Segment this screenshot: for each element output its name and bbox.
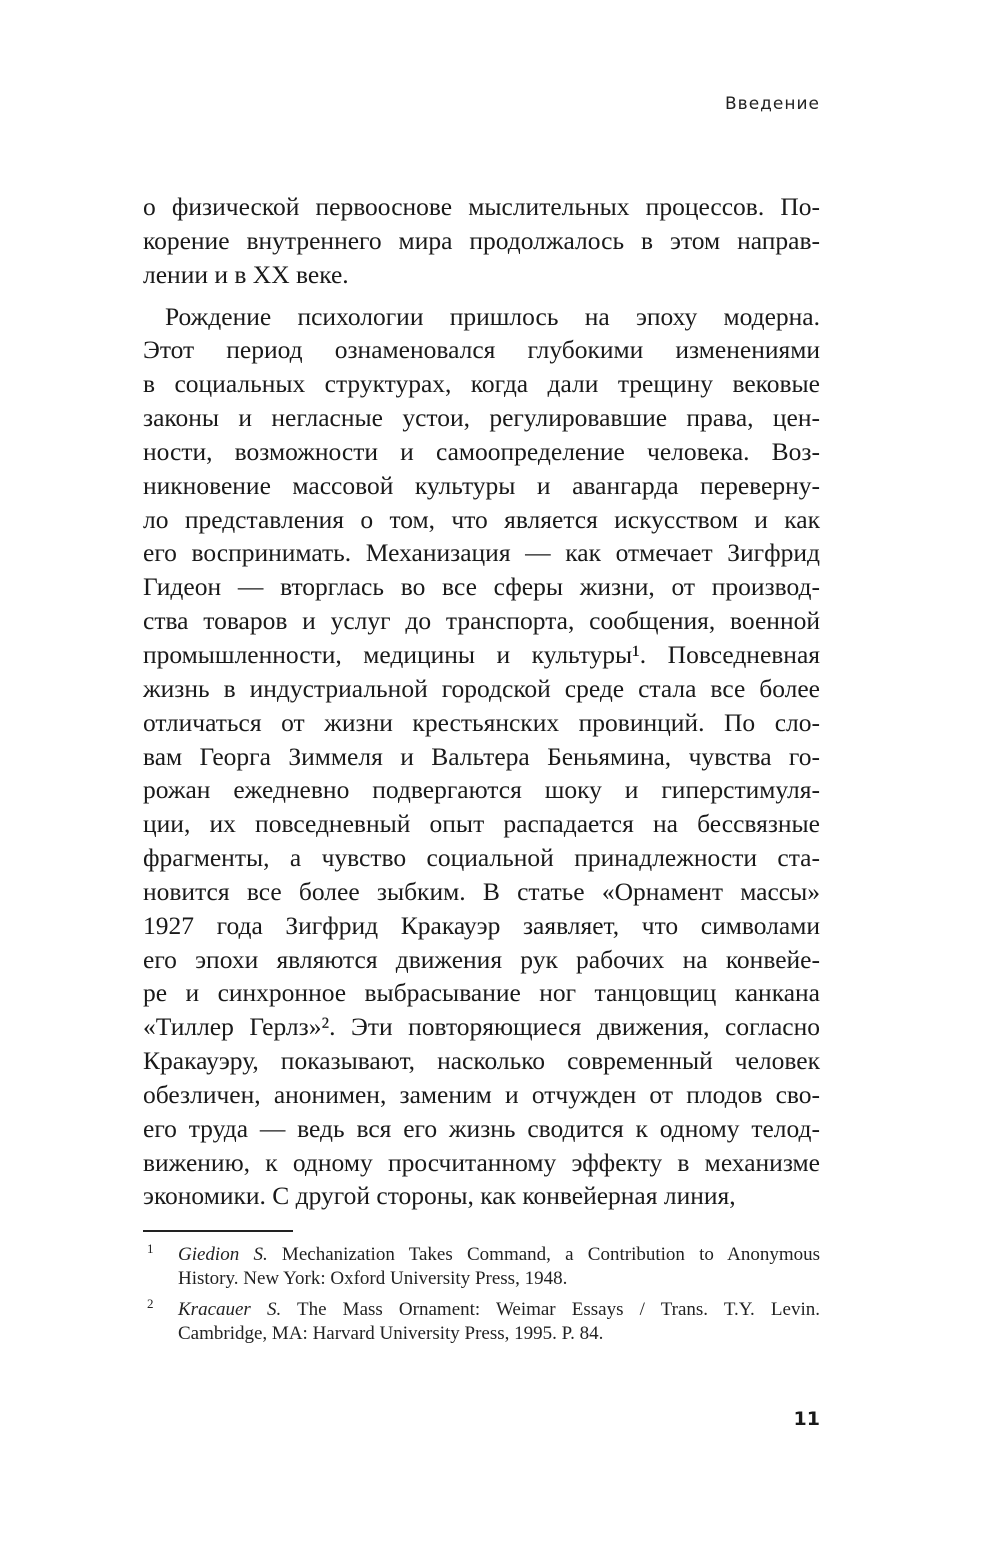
footnote-line: History. New York: Oxford University Press, 1948.: [178, 1268, 568, 1289]
footnote-line: [178, 1298, 820, 1322]
text-line: вижению, к одному просчитанному эффекту в механизме: [143, 1147, 820, 1177]
text-line: ности, возможности и самоопределение человека. Воз-: [143, 436, 820, 466]
page-number: 11: [793, 1408, 820, 1430]
text-line: корение внутреннего мира продолжалось в этом направ-: [143, 225, 820, 255]
text-line: ло представления о том, что является искусством и как: [143, 504, 820, 534]
text-line: ре и синхронное выбрасывание ног танцовщиц канкана: [143, 978, 820, 1008]
text-line: его воспринимать. Механизация — как отмечает Зигфрид: [143, 538, 820, 568]
footnote: [143, 1298, 820, 1346]
text-line: Гидеон — вторглась во все сферы жизни, от производ-: [143, 572, 820, 602]
text-line: новится все более зыбким. В статье «Орнамент массы»: [143, 876, 820, 906]
text-line: обезличен, анонимен, заменим и отчужден от плодов сво-: [143, 1079, 820, 1109]
text-line: его эпохи являются движения рук рабочих на конвейе-: [143, 944, 820, 974]
text-line: ции, их повседневный опыт распадается на бессвязные: [143, 809, 820, 839]
text-line: законы и негласные устои, регулировавшие права, цен-: [143, 403, 820, 433]
text-line: в социальных структурах, когда дали трещину вековые: [143, 369, 820, 399]
footnote-line: [178, 1243, 820, 1267]
footnote-text: The Mass Ornament: Weimar Essays / Trans. T.Y. Levin.: [281, 1299, 821, 1320]
footnote: [143, 1243, 820, 1291]
footnote-text: Mechanization Takes Command, a Contribution to Anonymous: [267, 1244, 820, 1265]
text-line: фрагменты, а чувство социальной принадлежности ста-: [143, 843, 820, 873]
paragraph: [143, 190, 820, 292]
paragraph: [143, 300, 820, 1214]
footnote-author: Kracauer S.: [178, 1299, 282, 1320]
text-line: Рождение психологии пришлось на эпоху модерна.: [165, 301, 820, 331]
footnote-author: Giedion S.: [178, 1244, 268, 1265]
text-line: 1927 года Зигфрид Кракауэр заявляет, что символами: [143, 910, 820, 940]
text-line: отличаться от жизни крестьянских провинций. По сло-: [143, 707, 820, 737]
text-line: рожан ежедневно подвергаются шоку и гиперстимуля-: [143, 775, 820, 805]
footnote-line: Cambridge, MA: Harvard University Press, 1995. P. 84.: [178, 1323, 604, 1344]
running-header: Введение: [725, 94, 820, 114]
text-line: Кракауэру, показывают, насколько современный человек: [143, 1046, 820, 1076]
footnote-number: 1: [147, 1241, 154, 1256]
text-line: ства товаров и услуг до транспорта, сообщения, военной: [143, 606, 820, 636]
text-line: Этот период ознаменовался глубокими изменениями: [143, 335, 820, 365]
text-line: лении и в XX веке.: [143, 259, 349, 289]
text-line: о физической первооснове мыслительных процессов. По-: [143, 192, 820, 221]
footnote-number: 2: [147, 1296, 154, 1311]
text-line: экономики. С другой стороны, как конвейерная линия,: [143, 1181, 736, 1211]
footnotes: [143, 1243, 820, 1353]
text-line: вам Георга Зиммеля и Вальтера Беньямина, чувства го-: [143, 741, 820, 771]
text-line: его труда — ведь вся его жизнь сводится к одному телод-: [143, 1113, 820, 1143]
body-text: [143, 190, 820, 1213]
text-line: никновение массовой культуры и авангарда переверну-: [143, 470, 820, 500]
text-line: промышленности, медицины и культуры¹. Повседневная: [143, 639, 820, 669]
text-line: жизнь в индустриальной городской среде стала все более: [143, 673, 820, 703]
text-line: «Тиллер Герлз»². Эти повторяющиеся движения, согласно: [143, 1012, 820, 1042]
footnote-divider: [143, 1230, 293, 1232]
